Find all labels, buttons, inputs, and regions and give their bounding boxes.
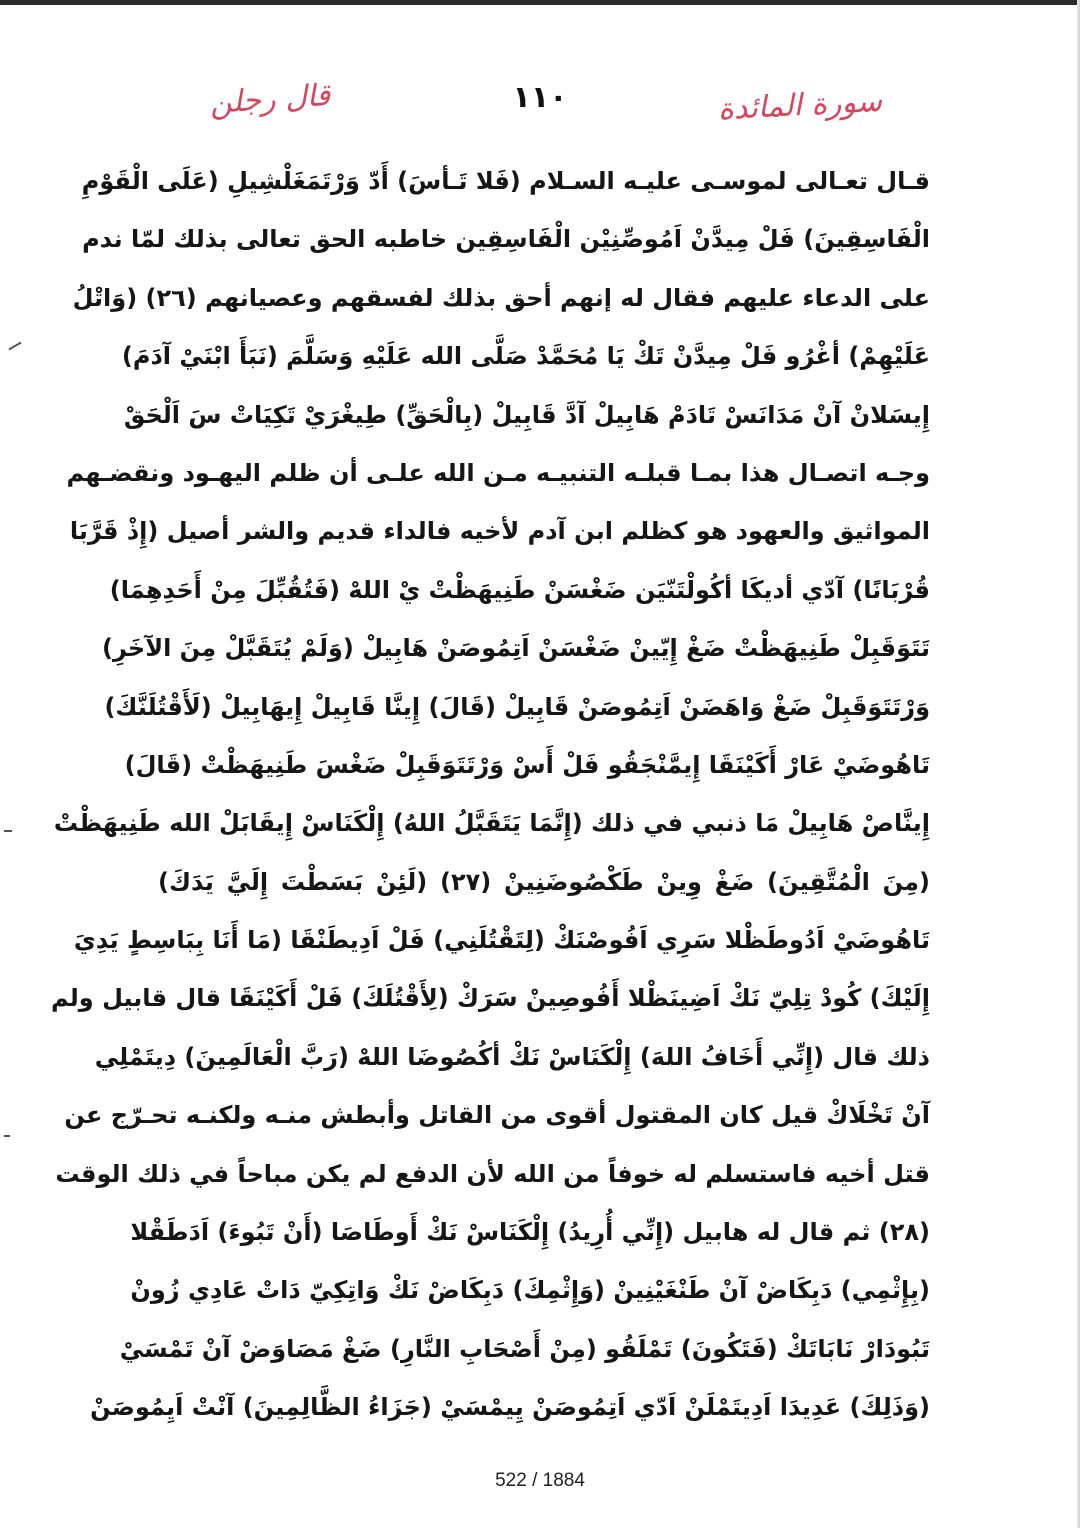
handwritten-note-left: قال رجلن bbox=[208, 77, 332, 122]
text-line: (٢٨) ثم قال له هابيل (إِنِّي أُرِيدُ) إِلْكَنَاسْ نَكْ أَوطَاصَا (أَنْ تَبُوءَ) اَدَطَقْلا bbox=[130, 1218, 930, 1247]
text-line: آنْ تَخْلَاكْ قيل كان المقتول أقوى من القاتل وأبطش منـه ولكنـه تحـرّج عن bbox=[64, 1101, 930, 1130]
text-line: إِينَّاصْ هَابِيلْ مَا ذنبي في ذلك (إِنَّمَا يَتَقَبَّلُ اللهُ) إِلْكَنَاسْ إِيقَابَلْ الله طَنِيهَظْتْ bbox=[53, 809, 930, 838]
body-text bbox=[50, 152, 931, 1437]
text-line: تَتَوَقَبِلْ طَنِيهَظْتْ ضَغْ إِيّينْ ضَغْسَنْ اَتِمُوصَنْ هَابِيلْ (وَلَمْ يُتَقَبَّلْ مِنَ الآخَرِ) bbox=[102, 634, 930, 663]
text-line: ذلك قال (إِنِّي أَخَافُ اللهَ) إِلْكَنَاسْ نَكْ أكُصُوضَا اللهْ (رَبَّ الْعَالَمِينَ) دِيتَمْلِي bbox=[94, 1042, 930, 1071]
text-line: تَاهُوضَيْ عَارْ أَكَيْنَقَا إِيمَّنْجَقُو فَلْ أَسْ وَرْتَتَوَقَبِلْ ضَغْسَ طَنِيهَظْتْ (قَالَ) bbox=[124, 750, 930, 779]
text-line: (وَذَلِكَ) عَدِيدَا اَدِيتَمْلَنْ اَدّي اَتِمُوصَنْ يِيمْسَيْ (جَزَاءُ الظَّالِمِينَ) آنْتْ اَيِمُوصَنْ bbox=[90, 1393, 930, 1422]
text-line: المواثيق والعهود هو كظلم ابن آدم لأخيه فالداء قديم والشر أصيل (إِذْ قَرَّبَا bbox=[69, 517, 930, 546]
page-indicator: 522 / 1884 bbox=[495, 1470, 585, 1491]
margin-mark bbox=[8, 342, 21, 351]
text-line: تَبُودَارْ نَابَاتَكْ (فَتَكُونَ) تَمْلَقُو (مِنْ أَصْحَابِ النَّارِ) ضَغْ مَصَاوَضْ آنْ تَمْسَيْ bbox=[119, 1334, 930, 1363]
text-line: على الدعاء عليهم فقال له إنهم أحق بذلك لفسقهم وعصيانهم (٢٦) (وَاتْلُ bbox=[72, 283, 930, 312]
handwritten-surah-title: سورة المائدة bbox=[717, 83, 883, 128]
text-line: إِلَيْكَ) كُودْ تِلِيّ نَكْ اَضِينَظْلا أَفُوصِينْ سَرَكْ (لِأَقْتُلَكَ) فَلْ أَكَيْنَقَا قال قابيل ولم bbox=[50, 984, 930, 1013]
margin-mark bbox=[4, 1135, 10, 1137]
text-line: تَاهُوضَيْ اَدُوطَظْلا سَرِي اَفُوصْنَكْ (لِتَقْتُلَنِي) فَلْ اَدِيطَنْقَا (مَا أَنَا بِبَاسِطٍ يَدِيَ bbox=[73, 926, 930, 955]
text-line: وجـه اتصـال هذا بمـا قبلـه التنبيـه مـن الله علـى أن ظلم اليهـود ونقضـهم bbox=[66, 458, 930, 487]
text-line: إِيسَلانْ آنْ مَدَانَسْ تَادَمْ هَابِيلْ آدَّ قَابِيلْ (بِالْحَقِّ) طِيغْرَيْ تَكِيَاتْ سَ اَلْحَقْ bbox=[123, 400, 930, 429]
text-line: قتل أخيه فاستسلم له خوفاً من الله لأن الدفع لم يكن مباحاً في ذلك الوقت bbox=[55, 1159, 930, 1188]
text-line: عَلَيْهِمْ) أغْرُو فَلْ مِيدَّنْ تَكْ يَا مُحَمَّدْ صَلَّى الله عَلَيْهِ وَسَلَّمَ (نَبَأَ ابْنَيْ آدَمَ) bbox=[121, 342, 930, 371]
text-line: (بِإِثْمِي) دَبِكَاضْ آنْ طَنْغَيْنِينْ (وَإِثْمِكَ) دَبِكَاضْ نَكْ وَاتِكِيّ دَاتْ عَادِي زُونْ bbox=[130, 1276, 930, 1305]
text-line: قُرْبَانًا) آدّي أديكَا أكُولْتَنّيَن ضَغْسَنْ طَنِيهَظْتْ يْ اللهْ (فَتُقُبِّلَ مِنْ أَحَدِهِمَا) bbox=[109, 575, 930, 604]
text-line: وَرْتَتَوَقَبِلْ ضَغْ وَاهَضَنْ اَتِمُوصَنْ قَابِيلْ (قَالَ) إِينَّا قَابِيلْ إِيهَابِيلْ (لَأَقْتُلَنَّكَ) bbox=[104, 692, 930, 721]
text-line: قـال تعـالى لموسـى عليـه السـلام (فَلا تَـأسَ) أَدّ وَرْتَمَغَلْشِيلِ (عَلَى الْقَوْمِ bbox=[81, 167, 930, 195]
text-line: (مِنَ الْمُتَّقِينَ) ضَغْ وِينْ طَكْصُوضَنِينْ (٢٧) (لَئِنْ بَسَطْتَ إِلَيَّ يَدَكَ) bbox=[158, 867, 931, 896]
margin-mark bbox=[4, 830, 12, 832]
text-line: الْفَاسِقِينَ) فَلْ مِيدَّنْ اَمُوصِّنِيْن الْفَاسِقِين خاطبه الحق تعالى بذلك لمّا ندم bbox=[82, 225, 930, 254]
page-number: ١١٠ bbox=[512, 80, 568, 115]
